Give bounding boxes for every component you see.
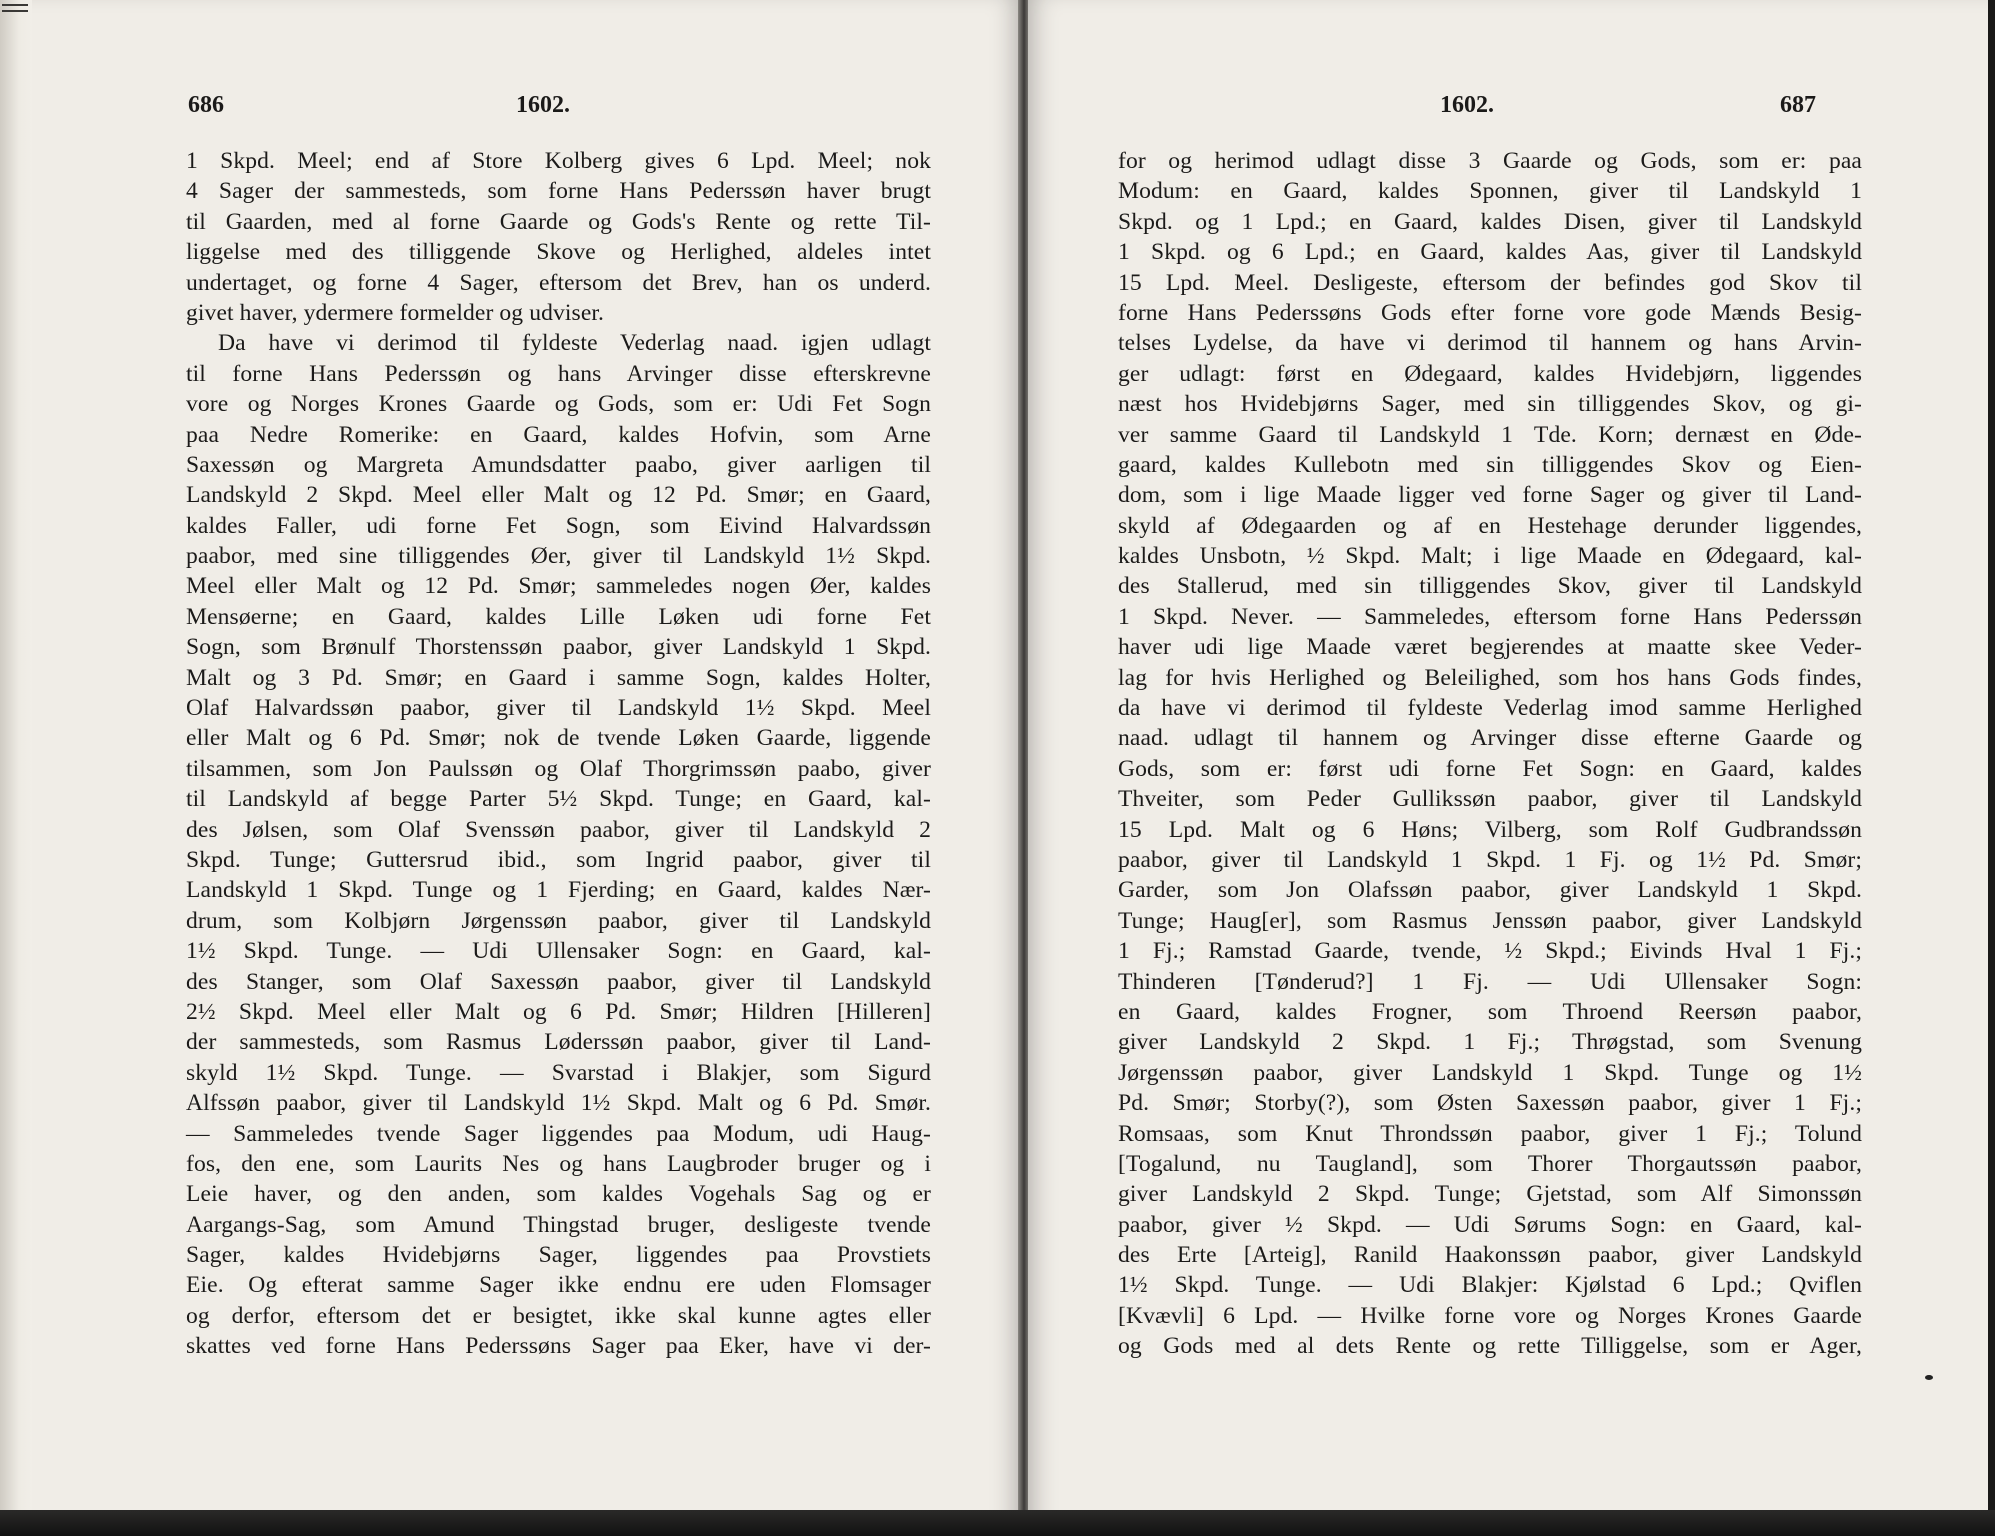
right-page-body	[1118, 146, 1862, 1362]
text-line: der sammesteds, som Rasmus Løderssøn paabor, giver til Land-	[186, 1029, 931, 1056]
text-line: naad. udlagt til hannem og Arvinger disse efterne Gaarde og	[1118, 725, 1862, 752]
text-line: des Jølsen, som Olaf Svenssøn paabor, giver til Landskyld 2	[186, 816, 931, 843]
left-running-head: 1602.	[516, 92, 570, 118]
text-line: Romsaas, som Knut Throndssøn paabor, giver 1 Fj.; Tolund	[1118, 1120, 1862, 1147]
text-line: Saxessøn og Margreta Amundsdatter paabo, giver aarligen til	[186, 451, 931, 478]
text-line: Thveiter, som Peder Gullikssøn paabor, giver til Landskyld	[1118, 786, 1862, 813]
text-line: Gods, som er: først udi forne Fet Sogn: en Gaard, kaldes	[1118, 755, 1862, 782]
text-line: Mensøerne; en Gaard, kaldes Lille Løken udi forne Fet	[186, 603, 931, 630]
text-line: Da have vi derimod til fyldeste Vederlag naad. igjen udlagt	[218, 330, 931, 357]
text-line: 15 Lpd. Malt og 6 Høns; Vilberg, som Rolf Gudbrandssøn	[1118, 816, 1862, 843]
text-line: givet haver, ydermere formelder og udviser.	[186, 299, 605, 326]
text-line: Meel eller Malt og 12 Pd. Smør; sammeledes nogen Øer, kaldes	[186, 573, 931, 600]
text-line: drum, som Kolbjørn Jørgenssøn paabor, giver til Landskyld	[186, 907, 931, 934]
text-line: Olaf Halvardssøn paabor, giver til Landskyld 1½ Skpd. Meel	[186, 695, 931, 722]
text-line: Leie haver, og den anden, som kaldes Vogehals Sag og er	[186, 1181, 931, 1208]
edge-mark	[2, 10, 28, 12]
text-line: Sager, kaldes Hvidebjørns Sager, liggendes paa Provstiets	[186, 1242, 931, 1269]
text-line: gaard, kaldes Kullebotn med sin tilliggendes Skov og Eien-	[1118, 451, 1862, 478]
text-line: des Erte [Arteig], Ranild Haakonssøn paabor, giver Landskyld	[1118, 1242, 1862, 1269]
text-line: 1½ Skpd. Tunge. — Udi Blakjer: Kjølstad 6 Lpd.; Qviflen	[1118, 1272, 1862, 1299]
page-edge-stack	[0, 0, 33, 1536]
text-line: [Kvævli] 6 Lpd. — Hvilke forne vore og Norges Krones Gaarde	[1118, 1302, 1862, 1329]
text-line: Sogn, som Brønulf Thorstenssøn paabor, giver Landskyld 1 Skpd.	[186, 634, 931, 661]
text-line: Aargangs-Sag, som Amund Thingstad bruger, desligeste tvende	[186, 1211, 931, 1238]
text-line: dom, som i lige Maade ligger ved forne Sager og giver til Land-	[1118, 482, 1862, 509]
text-line: Modum: en Gaard, kaldes Sponnen, giver til Landskyld 1	[1118, 178, 1862, 205]
text-line: telses Lydelse, da have vi derimod til hannem og hans Arvin-	[1118, 330, 1862, 357]
text-line: liggelse med des tilliggende Skove og Herlighed, aldeles intet	[186, 239, 931, 266]
right-running-head: 1602.	[1440, 92, 1494, 118]
text-line: des Stallerud, med sin tilliggendes Skov, giver til Landskyld	[1118, 573, 1862, 600]
text-line: forne Hans Pederssøns Gods efter forne vore gode Mænds Besig-	[1118, 299, 1862, 326]
text-line: Pd. Smør; Storby(?), som Østen Saxessøn paabor, giver 1 Fj.;	[1118, 1090, 1862, 1117]
left-page-number: 686	[188, 92, 224, 118]
text-line: Alfssøn paabor, giver til Landskyld 1½ Skpd. Malt og 6 Pd. Smør.	[186, 1090, 931, 1117]
text-line: undertaget, og forne 4 Sager, eftersom det Brev, han os underd.	[186, 269, 931, 296]
text-line: 1 Fj.; Ramstad Gaarde, tvende, ½ Skpd.; Eivinds Hval 1 Fj.;	[1118, 938, 1862, 965]
text-line: Jørgenssøn paabor, giver Landskyld 1 Skpd. Tunge og 1½	[1118, 1059, 1862, 1086]
text-line: kaldes Faller, udi forne Fet Sogn, som Eivind Halvardssøn	[186, 512, 931, 539]
text-line: for og herimod udlagt disse 3 Gaarde og Gods, som er: paa	[1118, 148, 1862, 174]
text-line: paabor, giver til Landskyld 1 Skpd. 1 Fj. og 1½ Pd. Smør;	[1118, 846, 1862, 873]
text-line: ver samme Gaard til Landskyld 1 Tde. Korn; dernæst en Øde-	[1118, 421, 1862, 448]
text-line: til Gaarden, med al forne Gaarde og Gods's Rente og rette Til-	[186, 208, 931, 235]
text-line: en Gaard, kaldes Frogner, som Throend Reersøn paabor,	[1118, 998, 1862, 1025]
text-line: tilsammen, som Jon Paulssøn og Olaf Thorgrimssøn paabo, giver	[186, 755, 931, 782]
text-line: 2½ Skpd. Meel eller Malt og 6 Pd. Smør; Hildren [Hilleren]	[186, 998, 931, 1025]
ink-speck	[1925, 1375, 1933, 1380]
text-line: 4 Sager der sammesteds, som forne Hans Pederssøn haver brugt	[186, 178, 931, 205]
text-line: vore og Norges Krones Gaarde og Gods, som er: Udi Fet Sogn	[186, 391, 931, 418]
scan-bottom-edge	[0, 1510, 1995, 1536]
text-line: Landskyld 2 Skpd. Meel eller Malt og 12 Pd. Smør; en Gaard,	[186, 482, 931, 509]
text-line: — Sammeledes tvende Sager liggendes paa Modum, udi Haug-	[186, 1120, 931, 1147]
right-page-number: 687	[1780, 92, 1816, 118]
text-line: fos, den ene, som Laurits Nes og hans Laugbroder bruger og i	[186, 1150, 931, 1177]
text-line: næst hos Hvidebjørns Sager, med sin tilliggendes Skov, og gi-	[1118, 391, 1862, 418]
text-line: skyld 1½ Skpd. Tunge. — Svarstad i Blakjer, som Sigurd	[186, 1059, 931, 1086]
text-line: ger udlagt: først en Ødegaard, kaldes Hvidebjørn, liggendes	[1118, 360, 1862, 387]
text-line: giver Landskyld 2 Skpd. 1 Fj.; Thrøgstad, som Svenung	[1118, 1029, 1862, 1056]
text-line: haver udi lige Maade været begjerendes at maatte skee Veder-	[1118, 634, 1862, 661]
text-line: giver Landskyld 2 Skpd. Tunge; Gjetstad, som Alf Simonssøn	[1118, 1181, 1862, 1208]
right-page	[1028, 0, 1988, 1536]
text-line: paabor, giver ½ Skpd. — Udi Sørums Sogn: en Gaard, kal-	[1118, 1211, 1862, 1238]
text-line: paa Nedre Romerike: en Gaard, kaldes Hofvin, som Arne	[186, 421, 931, 448]
text-line: kaldes Unsbotn, ½ Skpd. Malt; i lige Maade en Ødegaard, kal-	[1118, 543, 1862, 570]
text-line: Malt og 3 Pd. Smør; en Gaard i samme Sogn, kaldes Holter,	[186, 664, 931, 691]
text-line: 15 Lpd. Meel. Desligeste, eftersom der befindes god Skov til	[1118, 269, 1862, 296]
text-line: Landskyld 1 Skpd. Tunge og 1 Fjerding; en Gaard, kaldes Nær-	[186, 877, 931, 904]
text-line: Thinderen [Tønderud?] 1 Fj. — Udi Ullensaker Sogn:	[1118, 968, 1862, 995]
text-line: skattes ved forne Hans Pederssøns Sager paa Eker, have vi der-	[186, 1333, 931, 1360]
text-line: 1 Skpd. Meel; end af Store Kolberg gives 6 Lpd. Meel; nok	[186, 148, 931, 174]
left-page-body	[186, 146, 931, 1362]
text-line: des Stanger, som Olaf Saxessøn paabor, giver til Landskyld	[186, 968, 931, 995]
text-line: paabor, med sine tilliggendes Øer, giver til Landskyld 1½ Skpd.	[186, 543, 931, 570]
text-line: Garder, som Jon Olafssøn paabor, giver Landskyld 1 Skpd.	[1118, 877, 1862, 904]
text-line: Eie. Og efterat samme Sager ikke endnu ere uden Flomsager	[186, 1272, 931, 1299]
text-line: 1 Skpd. Never. — Sammeledes, eftersom forne Hans Pederssøn	[1118, 603, 1862, 630]
text-line: og derfor, eftersom det er besigtet, ikke skal kunne agtes eller	[186, 1302, 931, 1329]
text-line: til forne Hans Pederssøn og hans Arvinger disse efterskrevne	[186, 360, 931, 387]
left-page	[32, 0, 1020, 1536]
text-line: og Gods med al dets Rente og rette Tilliggelse, som er Ager,	[1118, 1333, 1862, 1360]
text-line: 1½ Skpd. Tunge. — Udi Ullensaker Sogn: en Gaard, kal-	[186, 938, 931, 965]
text-line: Tunge; Haug[er], som Rasmus Jenssøn paabor, giver Landskyld	[1118, 907, 1862, 934]
text-line: [Togalund, nu Taugland], som Thorer Thorgautssøn paabor,	[1118, 1150, 1862, 1177]
text-line: lag for hvis Herlighed og Beleilighed, som hos hans Gods findes,	[1118, 664, 1862, 691]
edge-mark	[2, 4, 28, 6]
text-line: til Landskyld af begge Parter 5½ Skpd. Tunge; en Gaard, kal-	[186, 786, 931, 813]
text-line: Skpd. Tunge; Guttersrud ibid., som Ingrid paabor, giver til	[186, 846, 931, 873]
text-line: da have vi derimod til fyldeste Vederlag imod samme Herlighed	[1118, 695, 1862, 722]
right-shadow	[1988, 0, 1995, 1536]
text-line: skyld af Ødegaarden og af en Hestehage derunder liggendes,	[1118, 512, 1862, 539]
text-line: eller Malt og 6 Pd. Smør; nok de tvende Løken Gaarde, liggende	[186, 725, 931, 752]
text-line: Skpd. og 1 Lpd.; en Gaard, kaldes Disen, giver til Landskyld	[1118, 208, 1862, 235]
text-line: 1 Skpd. og 6 Lpd.; en Gaard, kaldes Aas, giver til Landskyld	[1118, 239, 1862, 266]
